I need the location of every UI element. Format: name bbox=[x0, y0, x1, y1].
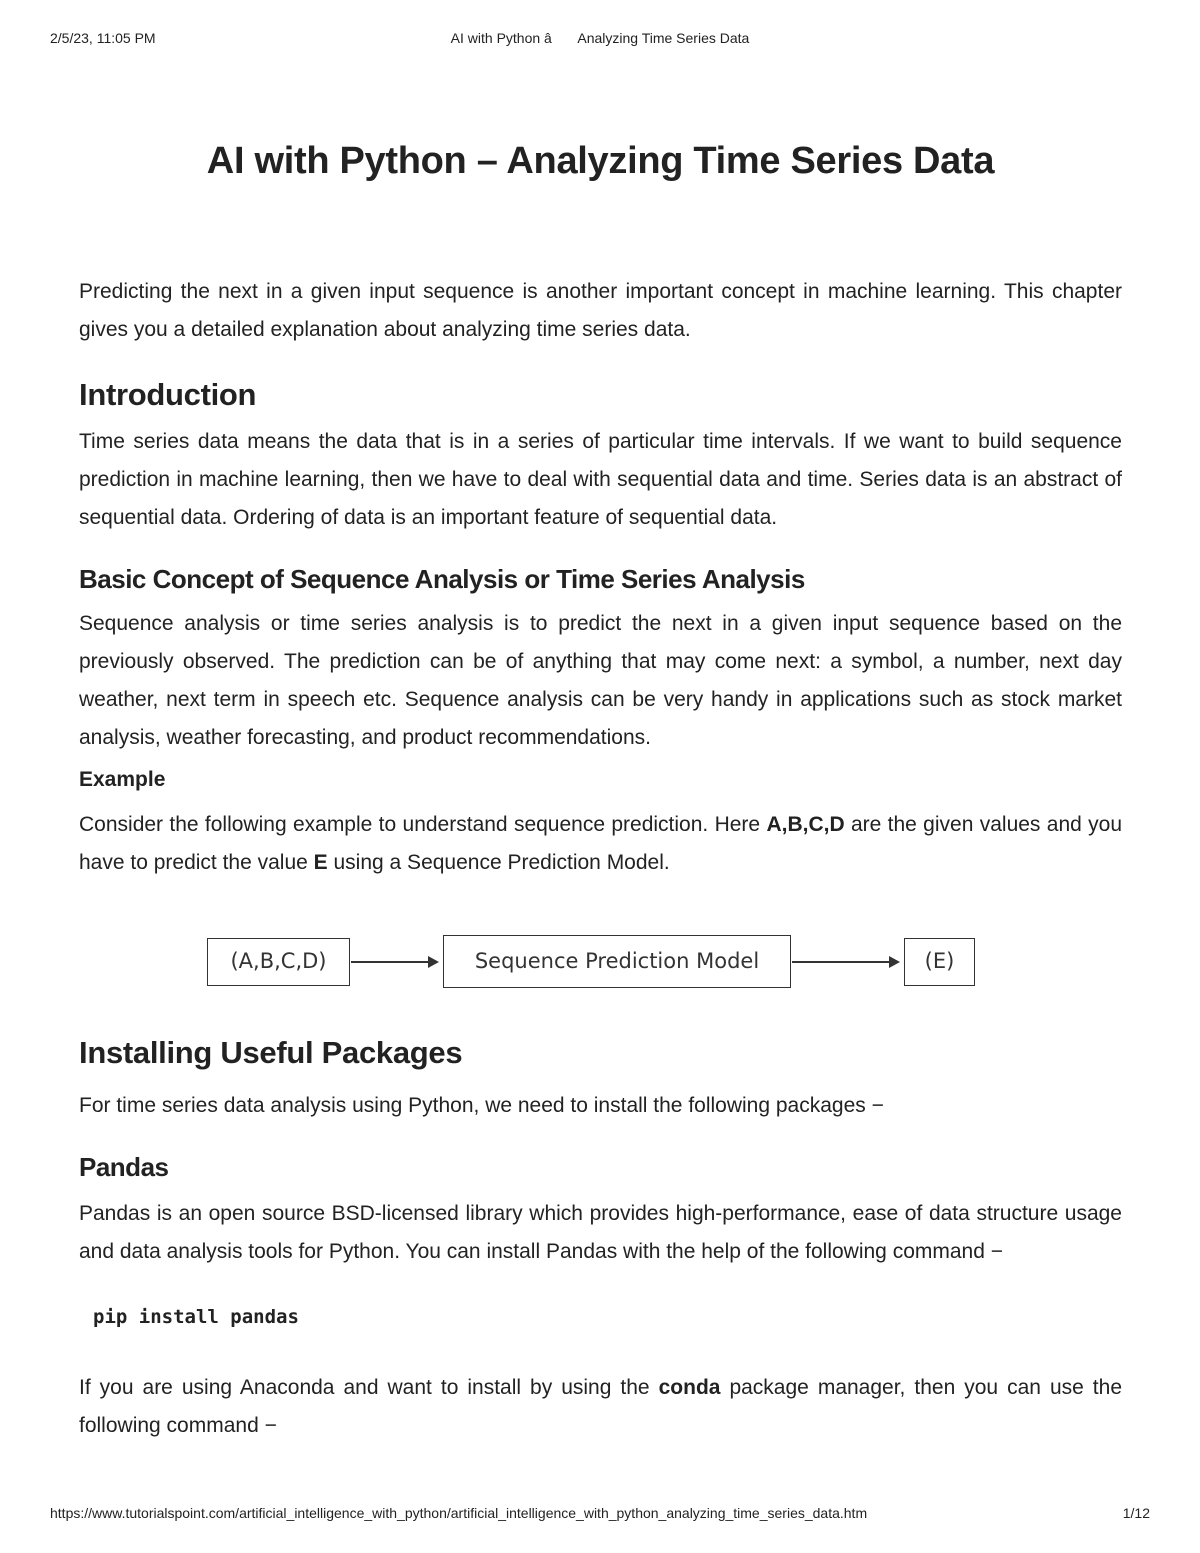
pandas-paragraph: Pandas is an open source BSD-licensed library which provides high-performance, ease of data structure usage and data analysis tools for Python. You can install Pandas with the help of the following command − bbox=[79, 1202, 1122, 1263]
print-footer bbox=[50, 1505, 1150, 1525]
page-number: 1/12 bbox=[1122, 1505, 1150, 1521]
diagram-model-box: Sequence Prediction Model bbox=[443, 935, 791, 988]
article-content bbox=[79, 135, 1122, 1445]
introduction-heading: Introduction bbox=[79, 377, 257, 412]
print-datetime: 2/5/23, 11:05 PM bbox=[50, 30, 156, 46]
example-text-2: are the given values and you have to predict the value bbox=[79, 813, 1122, 874]
example-text-3: using a Sequence Prediction Model. bbox=[327, 851, 670, 874]
example-paragraph bbox=[79, 806, 1122, 882]
basic-concept-heading: Basic Concept of Sequence Analysis or Time Series Analysis bbox=[79, 564, 805, 594]
sequence-prediction-diagram bbox=[79, 919, 1122, 1015]
introduction-paragraph: Time series data means the data that is in a series of particular time intervals. If we want to build sequence prediction in machine learning, then we have to deal with sequential data and time. Series data is an abstract of sequential data. Ordering of data is an important feature of sequential data. bbox=[79, 430, 1122, 529]
conda-paragraph bbox=[79, 1369, 1122, 1445]
diagram-input-box: (A,B,C,D) bbox=[207, 938, 350, 986]
page-title: AI with Python – Analyzing Time Series Data bbox=[206, 140, 995, 182]
example-bold-values: A,B,C,D bbox=[766, 813, 845, 836]
diagram-output-box: (E) bbox=[904, 938, 975, 986]
print-url[interactable]: https://www.tutorialspoint.com/artificial_intelligence_with_python/artificial_intelligence_with_python_analyzing_time_series_data.htm bbox=[50, 1505, 868, 1521]
conda-text-1: If you are using Anaconda and want to install by using the bbox=[79, 1376, 659, 1399]
intro-paragraph: Predicting the next in a given input sequence is another important concept in machine learning. This chapter gives you a detailed explanation about analyzing time series data. bbox=[79, 280, 1122, 341]
basic-concept-paragraph: Sequence analysis or time series analysis is to predict the next in a given input sequence based on the previously observed. The prediction can be of anything that may come next: a symbol, a number, next day weather, next term in speech etc. Sequence analysis can be very handy in applications such as stock market analysis, weather forecasting, and product recommendations. bbox=[79, 612, 1122, 749]
pandas-heading: Pandas bbox=[79, 1152, 169, 1182]
installing-paragraph: For time series data analysis using Python, we need to install the following packages − bbox=[79, 1094, 884, 1117]
installing-heading: Installing Useful Packages bbox=[79, 1035, 463, 1070]
conda-bold: conda bbox=[658, 1376, 721, 1399]
conda-text-2: package manager, then you can use the following command − bbox=[79, 1376, 1122, 1437]
diagram-arrow-icon bbox=[351, 961, 437, 963]
pandas-install-command: pip install pandas bbox=[93, 1306, 299, 1328]
diagram-arrow-icon bbox=[792, 961, 898, 963]
print-header bbox=[50, 30, 1150, 50]
print-doc-title: AI with Python â Analyzing Time Series Data bbox=[450, 30, 750, 46]
example-heading: Example bbox=[79, 768, 166, 791]
example-bold-e: E bbox=[313, 851, 328, 874]
example-text-1: Consider the following example to understand sequence prediction. Here bbox=[79, 813, 767, 836]
